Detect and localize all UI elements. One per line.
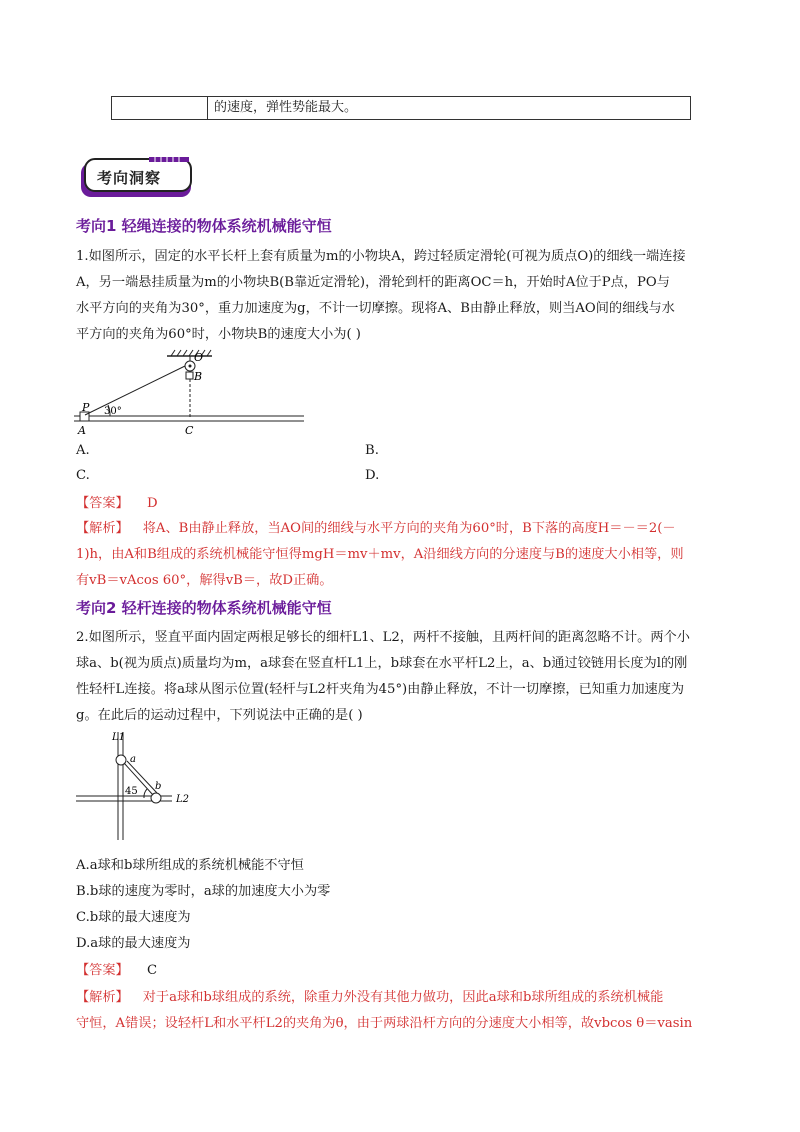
q2-line: 性轻杆L连接。将a球从图示位置(轻杆与L2杆夹角为45°)由静止释放，不计一切摩擦，已知重力加速度为 [76,682,685,697]
analysis-line: 守恒，A错误；设轻杆L和水平杆L2的夹角为θ，由于两球沿杆方向的分速度大小相等，故vbcos θ＝vasin [76,1016,693,1031]
q2-line: 2.如图所示，竖直平面内固定两根足够长的细杆L1、L2，两杆不接触，且两杆间的距离忽略不计。两个小 [76,630,690,645]
q1-line: 平方向的夹角为60°时，小物块B的速度大小为( ) [76,327,361,342]
answer-label: 【答案】 [76,963,129,978]
question1-text [76,244,726,348]
figure-pulley [72,348,312,438]
fig2-label-L2: L2 [176,794,190,805]
section2-heading: 考向2 轻杆连接的物体系统机械能守恒 [76,599,332,617]
section1-heading: 考向1 轻绳连接的物体系统机械能守恒 [76,217,332,235]
q2-answer [76,958,157,984]
analysis-line: 对于a球和b球组成的系统，除重力外没有其他力做功，因此a球和b球所组成的系统机械能 [142,990,664,1005]
top-table [111,96,691,120]
q1-line: 水平方向的夹角为30°，重力加速度为g，不计一切摩擦。现将A、B由静止释放，则当AO间的细线与水 [76,301,675,316]
q1-option-b: B. [365,443,379,458]
q2-line: g。在此后的运动过程中，下列说法中正确的是( ) [76,708,363,723]
q1-analysis [76,516,726,594]
fig2-label-L1: L1 [112,732,126,743]
section-badge [79,155,199,201]
badge-label: 考向洞察 [97,169,162,187]
q2-option-d: D.a球的最大速度为 [76,936,191,951]
analysis-label: 【解析】 [76,990,129,1005]
q1-option-a: A. [76,443,90,458]
fig1-label-A: A [78,424,86,437]
fig1-label-B: B [194,370,203,383]
analysis-line: 1)h，由A和B组成的系统机械能守恒得mgH＝mv＋mv，A沿细线方向的分速度与B的速度大小相等，则 [76,547,684,562]
answer-value: C [146,963,158,978]
question2-text [76,625,726,729]
table-cell-empty [112,97,208,119]
q2-analysis [76,985,736,1037]
fig2-angle: 45 [125,786,138,797]
fig2-label-a: a [130,754,136,765]
fig2-label-b: b [155,781,162,792]
q1-answer [76,491,158,517]
q1-line: 1.如图所示，固定的水平长杆上套有质量为m的小物块A，跨过轻质定滑轮(可视为质点O)的细线一端连接 [76,249,686,264]
analysis-label: 【解析】 [76,521,129,536]
fig1-label-P: P [82,401,90,414]
fig1-label-C: C [185,424,194,437]
answer-label: 【答案】 [76,496,129,511]
answer-value: D [146,496,158,511]
q1-option-d: D. [365,468,380,483]
q2-line: 球a、b(视为质点)质量均为m，a球套在竖直杆L1上，b球套在水平杆L2上，a、b通过铰链用长度为l的刚 [76,656,688,671]
fig1-angle: 30° [104,406,122,417]
q1-line: A，另一端悬挂质量为m的小物块B(B靠近定滑轮)，滑轮到杆的距离OC＝h，开始时A位于P点，PO与 [76,275,670,290]
table-cell-text: 的速度，弹性势能最大。 [214,100,358,115]
q2-option-b: B.b球的速度为零时，a球的加速度大小为零 [76,884,331,899]
q2-option-a: A.a球和b球所组成的系统机械能不守恒 [76,858,304,873]
q1-option-c: C. [76,468,90,483]
figure-rods [72,728,212,848]
analysis-line: 有vB＝vAcos 60°，解得vB＝，故D正确。 [76,573,333,588]
analysis-line: 将A、B由静止释放，当AO间的细线与水平方向的夹角为60°时，B下落的高度H＝－＝2(－ [142,521,676,536]
q2-options [76,853,726,957]
fig1-label-O: O [194,351,204,364]
q2-option-c: C.b球的最大速度为 [76,910,191,925]
